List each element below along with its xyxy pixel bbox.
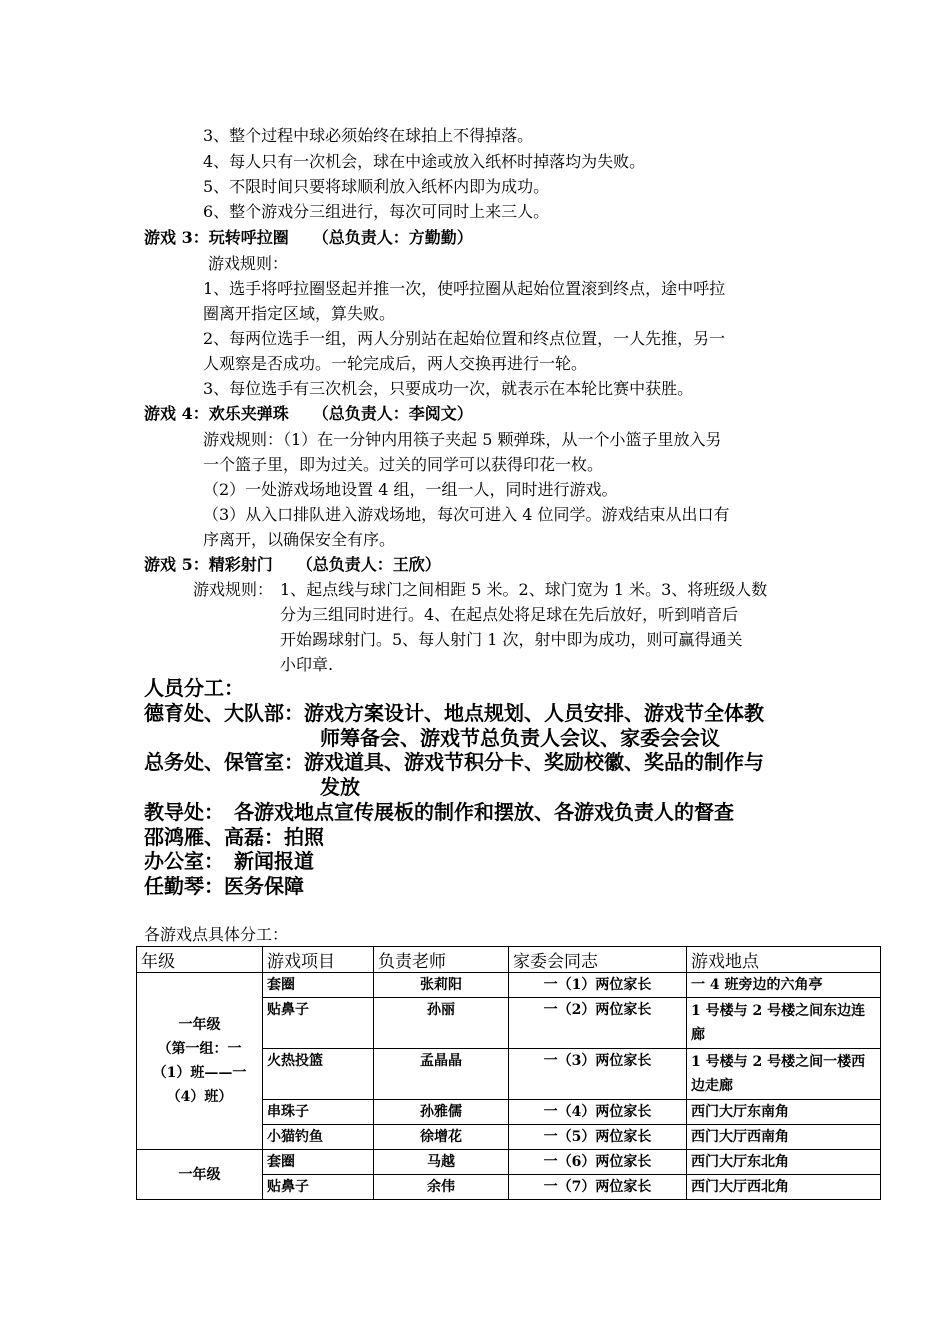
game5-rules-label: 游戏规则： (193, 580, 274, 599)
staff-line: 总务处、保管室：游戏道具、游戏节积分卡、奖励校徽、奖品的制作与 (144, 750, 764, 774)
grade-line: （1）班——一 (152, 1065, 247, 1081)
location-cell: 西门大厅西北角 (687, 1175, 881, 1200)
game3-rule-line: 人观察是否成功。一轮完成后，两人交换再进行一轮。 (203, 354, 588, 373)
teacher-cell: 孙雅儒 (374, 1100, 509, 1125)
staff-line: 邵鸿雁、高磊：拍照 (144, 825, 324, 849)
teacher-cell: 余伟 (374, 1175, 509, 1200)
game2-rule-6: 6、整个游戏分三组进行，每次可同时上来三人。 (203, 202, 550, 221)
game2-rule-5: 5、不限时间只要将球顺利放入纸杯内即为成功。 (203, 177, 550, 196)
table-row (137, 1150, 881, 1175)
teacher-cell: 孙丽 (374, 998, 509, 1049)
teacher-cell: 徐增花 (374, 1125, 509, 1150)
parents-cell: 一（2）两位家长 (509, 998, 687, 1049)
grade-cell-group2: 一年级 (137, 1150, 263, 1200)
game3-rule-line: 2、每两位选手一组，两人分别站在起始位置和终点位置，一人先推，另一 (203, 329, 726, 348)
staff-heading: 人员分工： (144, 676, 244, 700)
header-teacher: 负责老师 (374, 947, 509, 973)
parents-cell: 一（4）两位家长 (509, 1100, 687, 1125)
teacher-cell: 马越 (374, 1150, 509, 1175)
parents-cell: 一（3）两位家长 (509, 1049, 687, 1100)
game5-rule-line: 分为三组同时进行。4、在起点处将足球在先后放好，听到哨音后 (280, 605, 739, 624)
game-cell: 贴鼻子 (263, 1175, 374, 1200)
game3-rule-line: 1、选手将呼拉圈竖起并推一次，使呼拉圈从起始位置滚到终点，途中呼拉 (203, 279, 726, 298)
game3-rule-line: 圈离开指定区域，算失败。 (203, 304, 396, 323)
teacher-cell: 孟晶晶 (374, 1049, 509, 1100)
game5-rule-line: 1、起点线与球门之间相距 5 米。2、球门宽为 1 米。3、将班级人数 (280, 580, 768, 599)
game5-rule-line: 开始踢球射门。5、每人射门 1 次，射中即为成功，则可赢得通关 (280, 630, 743, 649)
game-cell: 套圈 (263, 1150, 374, 1175)
game4-rule-line: 游戏规则：（1）在一分钟内用筷子夹起 5 颗弹珠，从一个小篮子里放入另 (203, 430, 722, 449)
teacher-cell: 张莉阳 (374, 973, 509, 998)
parents-cell: 一（6）两位家长 (509, 1150, 687, 1175)
staff-line: 发放 (320, 775, 360, 799)
game2-rule-3: 3、整个过程中球必须始终在球拍上不得掉落。 (203, 126, 534, 145)
table-row (137, 973, 881, 998)
grade-line: （第一组：一 (157, 1041, 242, 1057)
staff-line: 教导处： 各游戏地点宣传展板的制作和摆放、各游戏负责人的督查 (144, 800, 734, 824)
game4-rule-line: （3）从入口排队进入游戏场地，每次可进入 4 位同学。游戏结束从出口有 (203, 505, 730, 524)
game-cell: 串珠子 (263, 1100, 374, 1125)
game-cell: 套圈 (263, 973, 374, 998)
game2-rule-4: 4、每人只有一次机会，球在中途或放入纸杯时掉落均为失败。 (203, 152, 646, 171)
game3-rule-line: 3、每位选手有三次机会，只要成功一次，就表示在本轮比赛中获胜。 (203, 379, 694, 398)
header-parents: 家委会同志 (509, 947, 687, 973)
parents-cell: 一（1）两位家长 (509, 973, 687, 998)
table-caption: 各游戏点具体分工： (144, 925, 289, 944)
location-cell: 西门大厅东北角 (687, 1150, 881, 1175)
grade-line: 一年级 (178, 1017, 221, 1033)
staff-line: 德育处、大队部：游戏方案设计、地点规划、人员安排、游戏节全体教 (144, 701, 764, 725)
grade-line: （4）班） (166, 1089, 233, 1105)
location-cell: 1 号楼与 2 号楼之间一楼西边走廊 (687, 1049, 881, 1100)
staff-line: 办公室： 新闻报道 (144, 849, 314, 873)
location-cell: 西门大厅东南角 (687, 1100, 881, 1125)
header-game: 游戏项目 (263, 947, 374, 973)
grade-cell-group1 (137, 973, 263, 1150)
header-grade: 年级 (137, 947, 263, 973)
table-header-row (137, 947, 881, 973)
game-cell: 火热投篮 (263, 1049, 374, 1100)
game-cell: 贴鼻子 (263, 998, 374, 1049)
location-cell: 1 号楼与 2 号楼之间东边连廊 (687, 998, 881, 1049)
game5-rule-line: 小印章. (280, 655, 334, 674)
game-cell: 小猫钓鱼 (263, 1125, 374, 1150)
game3-rules-label: 游戏规则： (208, 254, 289, 273)
parents-cell: 一（7）两位家长 (509, 1175, 687, 1200)
location-cell: 一 4 班旁边的六角亭 (687, 973, 881, 998)
staff-line: 师筹备会、游戏节总负责人会议、家委会会议 (320, 726, 720, 750)
staff-line: 任勤琴：医务保障 (144, 874, 304, 898)
game4-rule-line: （2）一处游戏场地设置 4 组，一组一人，同时进行游戏。 (203, 480, 618, 499)
assignment-table (136, 946, 881, 1200)
parents-cell: 一（5）两位家长 (509, 1125, 687, 1150)
location-cell: 西门大厅西南角 (687, 1125, 881, 1150)
game4-rule-line: 序离开，以确保安全有序。 (203, 530, 396, 549)
game5-title: 游戏 5：精彩射门 （总负责人：王欣） (144, 555, 441, 574)
game4-title: 游戏 4：欢乐夹弹珠 （总负责人：李阅文） (144, 404, 473, 423)
game3-title: 游戏 3：玩转呼拉圈 （总负责人：方勤勤） (144, 228, 473, 247)
header-location: 游戏地点 (687, 947, 881, 973)
game4-rule-line: 一个篮子里，即为过关。过关的同学可以获得印花一枚。 (203, 455, 604, 474)
